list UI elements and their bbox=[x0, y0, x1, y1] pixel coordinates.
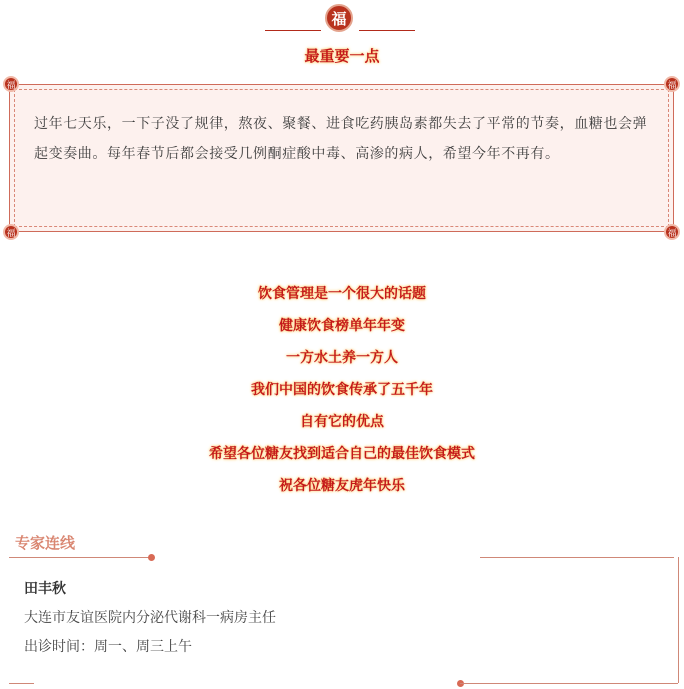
expert-position: 大连市友谊医院内分泌代谢科一病房主任 bbox=[24, 610, 276, 626]
slogan-line: 饮食管理是一个很大的话题 bbox=[258, 286, 426, 302]
section-title: 最重要一点 bbox=[304, 47, 380, 65]
slogan-line: 健康饮食榜单年年变 bbox=[279, 318, 405, 334]
expert-frame-line bbox=[480, 557, 674, 558]
corner-seal-icon: 福 bbox=[3, 224, 19, 240]
fu-seal-icon: 福 bbox=[325, 4, 353, 32]
corner-seal-icon: 福 bbox=[3, 76, 19, 92]
slogan-line: 祝各位糖友虎年快乐 bbox=[279, 478, 405, 494]
expert-name: 田丰秋 bbox=[24, 581, 66, 597]
header-divider-right bbox=[359, 30, 415, 31]
slogan-list bbox=[0, 284, 684, 508]
slogan-line: 我们中国的饮食传承了五千年 bbox=[251, 382, 433, 398]
intro-box bbox=[9, 84, 674, 232]
expert-frame-line bbox=[9, 557, 152, 558]
expert-section-label: 专家连线 bbox=[15, 534, 76, 552]
slogan-line: 自有它的优点 bbox=[300, 414, 384, 430]
header-divider-left bbox=[265, 30, 321, 31]
expert-hours: 出诊时间：周一、周三上午 bbox=[24, 639, 192, 655]
slogan-line: 一方水土养一方人 bbox=[286, 350, 398, 366]
corner-seal-icon: 福 bbox=[664, 224, 680, 240]
expert-frame-line bbox=[460, 683, 678, 684]
intro-paragraph: 过年七天乐，一下子没了规律，熬夜、聚餐、进食吃药胰岛素都失去了平常的节奏，血糖也会弹起变奏曲。每年春节后都会接受几例酮症酸中毒、高渗的病人，希望今年不再有。 bbox=[34, 116, 648, 162]
frame-dot bbox=[148, 554, 155, 561]
corner-seal-icon: 福 bbox=[664, 76, 680, 92]
expert-frame-line bbox=[9, 683, 34, 684]
expert-frame-line bbox=[678, 557, 679, 683]
slogan-line: 希望各位糖友找到适合自己的最佳饮食模式 bbox=[209, 446, 475, 462]
